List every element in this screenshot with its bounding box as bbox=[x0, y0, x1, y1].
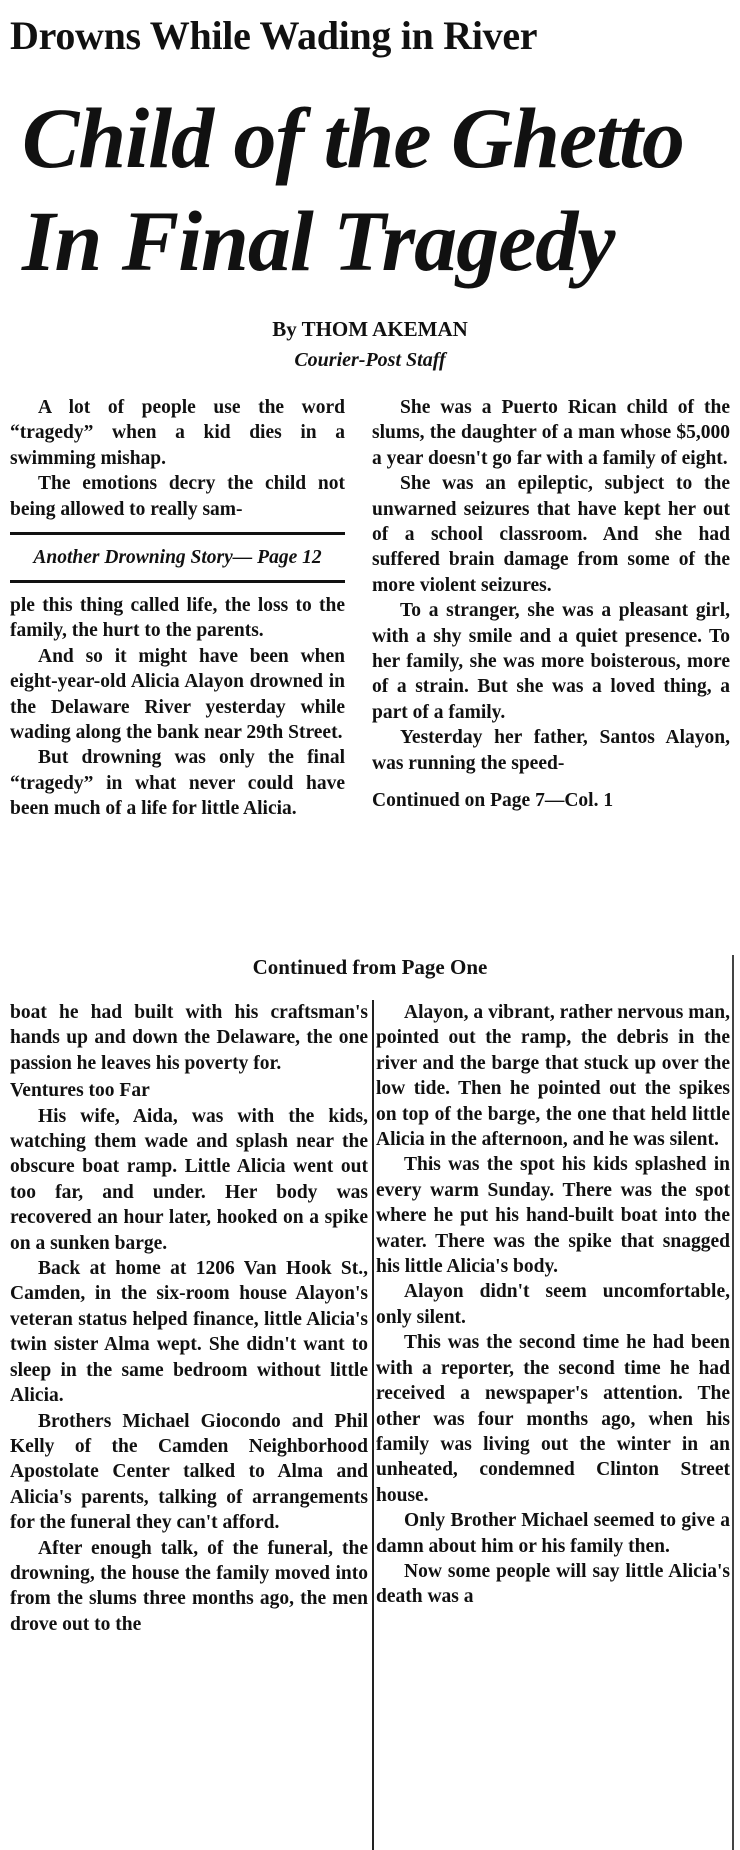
paragraph: And so it might have been when eight-year-old Alicia Alayon drowned in the Delaware River yesterday while wading along the bank near 29th Street. bbox=[10, 645, 345, 744]
paragraph: ple this thing called life, the loss to the family, the hurt to the parents. bbox=[10, 595, 345, 642]
paragraph: The emotions decry the child not being allowed to really sam- bbox=[10, 473, 345, 520]
paragraph: Brothers Michael Giocondo and Phil Kelly of the Camden Neighborhood Apostolate Center talked to Alma and Alicia's parents, talking of arrangements for the funeral they can't afford. bbox=[10, 1410, 368, 1534]
kicker-headline: Drowns While Wading in River bbox=[10, 13, 538, 58]
byline: By THOM AKEMAN bbox=[272, 317, 468, 341]
paragraph: Only Brother Michael seemed to give a damn about him or his family then. bbox=[376, 1510, 730, 1557]
lower-left-column bbox=[10, 1000, 368, 1637]
paragraph: She was an epileptic, subject to the unwarned seizures that have kept her out of a school classroom. And she had suffered brain damage from some of the more violent seizures. bbox=[372, 473, 730, 596]
cross-reference-box: Another Drowning Story— Page 12 bbox=[10, 532, 345, 583]
paragraph: boat he had built with his craftsman's hands up and down the Delaware, the one passion he leaves his poverty for. bbox=[10, 1002, 368, 1074]
paragraph: She was a Puerto Rican child of the slums, the daughter of a man whose $5,000 a year doesn't go far with a family of eight. bbox=[372, 397, 730, 469]
paragraph: Now some people will say little Alicia's death was a bbox=[376, 1560, 730, 1608]
paragraph: A lot of people use the word “tragedy” when a kid dies in a swimming mishap. bbox=[10, 397, 345, 469]
column-divider bbox=[372, 1000, 374, 1850]
upper-right-column bbox=[372, 395, 730, 814]
paragraph: This was the spot his kids splashed in every warm Sunday. There was the spot where he put his hand-built boat into the water. There was the spike that snagged his little Alicia's body. bbox=[376, 1154, 730, 1278]
paragraph: But drowning was only the final “tragedy” in what never could have been much of a life for little Alicia. bbox=[10, 747, 345, 820]
paragraph: This was the second time he had been with a reporter, the second time he had received a newspaper's attention. The other was four months ago, when his family was living out the winter in an unheated, condemned Clinton Street house. bbox=[376, 1332, 730, 1506]
main-headline-line-2: In Final Tragedy bbox=[22, 193, 615, 289]
main-headline-line-1: Child of the Ghetto bbox=[22, 90, 684, 186]
paragraph: After enough talk, of the funeral, the drowning, the house the family moved into from the slums three months ago, the men drove out to the bbox=[10, 1537, 368, 1635]
continued-on-line: Continued on Page 7—Col. 1 bbox=[372, 790, 614, 812]
page-edge-rule bbox=[732, 955, 734, 1850]
paragraph: Alayon, a vibrant, rather nervous man, pointed out the ramp, the debris in the river and the barge that stuck up over the low tide. Then he pointed out the spikes on top of the barge, the one that held little Alicia in the afternoon, and he was silent. bbox=[376, 1002, 730, 1151]
lower-right-column bbox=[376, 1000, 730, 1610]
subhead: Ventures too Far bbox=[10, 1080, 150, 1102]
paragraph: To a stranger, she was a pleasant girl, with a shy smile and a quiet presence. To her family, she was more boisterous, more of a strain. But she was a loved thing, a part of a family. bbox=[372, 600, 730, 723]
paragraph: His wife, Aida, was with the kids, watching them wade and splash near the obscure boat ramp. Little Alicia went out too far, and under. Her body was recovered an hour later, hooked on a spike on a sunken barge. bbox=[10, 1105, 368, 1254]
affiliation: Courier-Post Staff bbox=[294, 349, 446, 371]
upper-left-column bbox=[10, 395, 345, 822]
paragraph: Yesterday her father, Santos Alayon, was running the speed- bbox=[372, 727, 730, 774]
continued-from-heading: Continued from Page One bbox=[252, 955, 488, 979]
paragraph: Back at home at 1206 Van Hook St., Camden, in the six-room house Alayon's veteran status helped finance, little Alicia's twin sister Alma wept. She didn't want to sleep in the same bedroom without little Alicia. bbox=[10, 1258, 368, 1407]
paragraph: Alayon didn't seem uncomfortable, only silent. bbox=[376, 1281, 730, 1328]
